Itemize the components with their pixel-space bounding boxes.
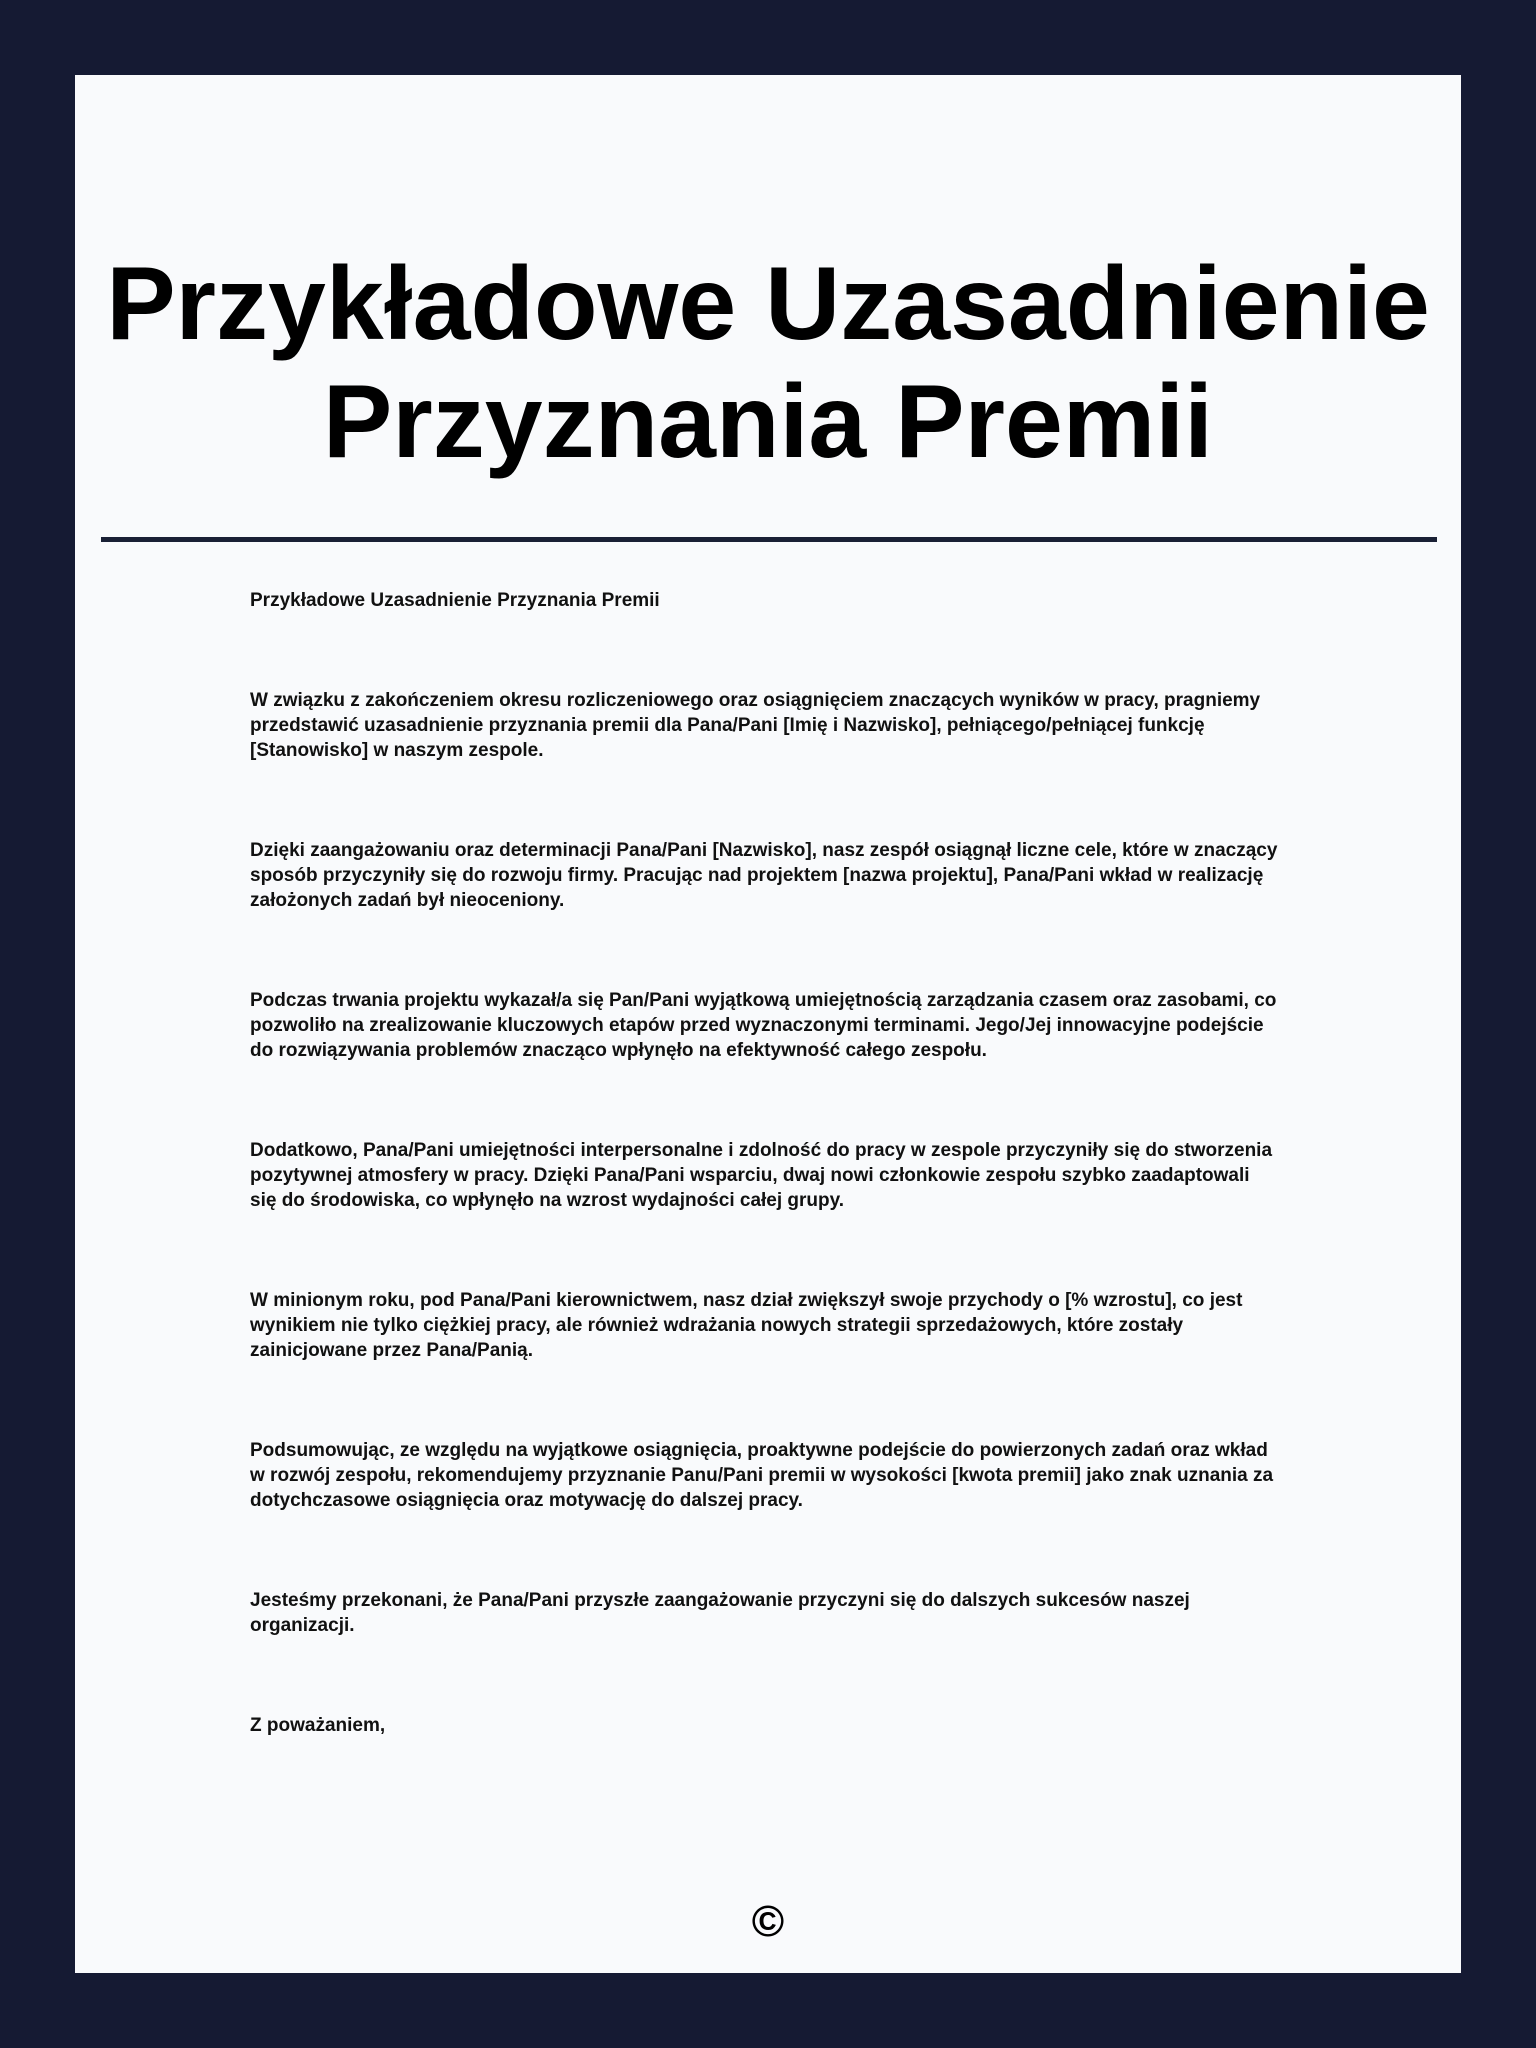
paragraph-4: Dodatkowo, Pana/Pani umiejętności interpersonalne i zdolność do pracy w zespole przyczyniły się do stworzenia pozytywnej atmosfery w pracy. Dzięki Pana/Pani wsparciu, dwaj nowi członkowie zespołu szybko zaadaptowali się do środowiska, co wpłynęło na wzrost wydajności całej grupy. [250,1140,1273,1211]
document-title: Przykładowe Uzasadnienie Przyznania Premii [106,246,1430,480]
title-divider [101,537,1437,542]
paragraph-1: W związku z zakończeniem okresu rozliczeniowego oraz osiągnięciem znaczących wyników w pracy, pragniemy przedstawić uzasadnienie przyznania premii dla Pana/Pani [Imię i Nazwisko], pełniącego/pełniącej funkcję [Stanowisko] w naszym zespole. [250,690,1261,761]
paragraph-5: W minionym roku, pod Pana/Pani kierownictwem, nasz dział zwiększył swoje przychody o [% wzrostu], co jest wynikiem nie tylko ciężkiej pracy, ale również wdrażania nowych strategii sprzedażowych, które zostały zainicjowane przez Pana/Panią. [250,1290,1243,1361]
document-page [75,75,1461,1973]
closing-salutation: Z poważaniem, [250,1715,386,1736]
copyright-icon: © [751,1897,785,1946]
body-heading: Przykładowe Uzasadnienie Przyznania Premii [250,590,660,611]
paragraph-2: Dzięki zaangażowaniu oraz determinacji Pana/Pani [Nazwisko], nasz zespół osiągnął liczne cele, które w znaczący sposób przyczyniły się do rozwoju firmy. Pracując nad projektem [nazwa projektu], Pana/Pani wkład w realizację założonych zadań był nieoceniony. [250,840,1278,911]
paragraph-6: Podsumowując, ze względu na wyjątkowe osiągnięcia, proaktywne podejście do powierzonych zadań oraz wkład w rozwój zespołu, rekomendujemy przyznanie Panu/Pani premii w wysokości [kwota premii] jako znak uznania za dotychczasowe osiągnięcia oraz motywację do dalszej pracy. [250,1440,1274,1511]
document-body [250,588,1280,1813]
paragraph-7: Jesteśmy przekonani, że Pana/Pani przyszłe zaangażowanie przyczyni się do dalszych sukcesów naszej organizacji. [250,1590,1190,1636]
paragraph-3: Podczas trwania projektu wykazał/a się Pan/Pani wyjątkową umiejętnością zarządzania czasem oraz zasobami, co pozwoliło na zrealizowanie kluczowych etapów przed wyznaczonymi terminami. Jego/Jej innowacyjne podejście do rozwiązywania problemów znacząco wpłynęło na efektywność całego zespołu. [250,990,1277,1061]
